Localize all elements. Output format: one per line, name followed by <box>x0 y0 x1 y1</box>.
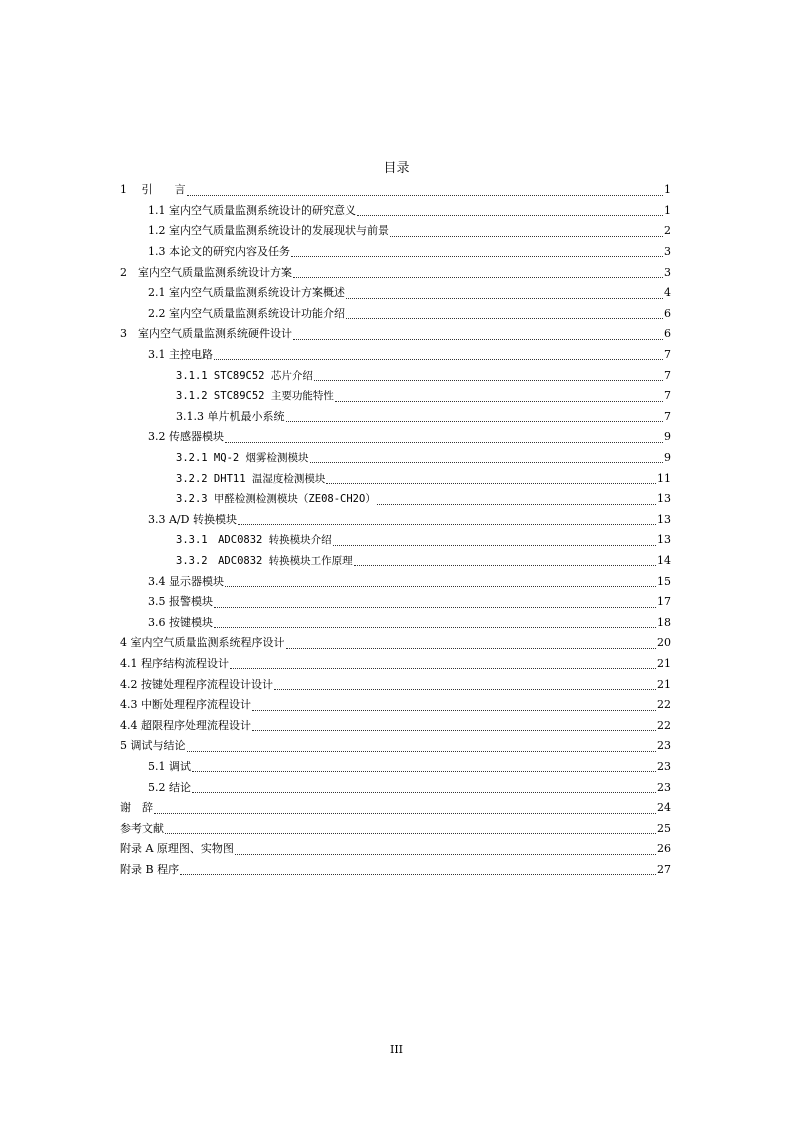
toc-entry <box>120 262 671 283</box>
toc-entry-page: 13 <box>657 512 671 526</box>
toc-entry <box>120 798 671 819</box>
toc-entry-page: 3 <box>664 265 671 279</box>
toc-entry-label: 2 室内空气质量监测系统设计方案 <box>120 265 292 279</box>
toc-entry-label: 3.5 报警模块 <box>148 595 213 609</box>
toc-entry-page: 22 <box>657 698 671 712</box>
toc-entry-page: 23 <box>657 780 671 794</box>
toc-entry-page: 20 <box>657 636 671 650</box>
toc-entry-page: 2 <box>664 224 671 238</box>
toc-entry-label: 1.1 室内空气质量监测系统设计的研究意义 <box>148 203 356 217</box>
toc-entry <box>148 283 671 304</box>
toc-leader-dots <box>291 256 663 257</box>
toc-entry-page: 13 <box>657 492 671 506</box>
toc-entry-page: 23 <box>657 739 671 753</box>
toc-entry <box>120 674 671 695</box>
toc-entry-page: 9 <box>664 430 671 444</box>
toc-entry-page: 7 <box>664 348 671 362</box>
toc-entry-label: 4.4 超限程序处理流程设计 <box>120 718 251 732</box>
toc-leader-dots <box>235 854 656 855</box>
toc-entry <box>120 180 671 201</box>
toc-leader-dots <box>187 751 657 752</box>
toc-entry-page: 7 <box>664 368 671 382</box>
toc-entry-page: 24 <box>657 801 671 815</box>
toc-entry <box>120 654 671 675</box>
toc-entry-label: 4.3 中断处理程序流程设计 <box>120 698 251 712</box>
toc-leader-dots <box>346 318 663 319</box>
toc-entry-label: 3.1 主控电路 <box>148 348 213 362</box>
toc-entry-label: 3.3 A/D 转换模块 <box>148 512 237 526</box>
toc-leader-dots <box>357 215 663 216</box>
toc-entry-page: 22 <box>657 718 671 732</box>
toc-entry-label: 3.4 显示器模块 <box>148 574 224 588</box>
toc-leader-dots <box>286 648 657 649</box>
toc-entry <box>120 819 671 840</box>
toc-leader-dots <box>214 607 656 608</box>
toc-entry-label: 附录 B 程序 <box>120 863 180 877</box>
toc-leader-dots <box>165 833 656 834</box>
toc-leader-dots <box>293 277 663 278</box>
toc-entry <box>120 633 671 654</box>
toc-leader-dots <box>314 380 663 381</box>
toc-leader-dots <box>238 524 656 525</box>
toc-entry-label: 4.1 程序结构流程设计 <box>120 657 229 671</box>
toc-entry-page: 6 <box>664 306 671 320</box>
toc-leader-dots <box>377 504 656 505</box>
toc-entry-page: 15 <box>657 574 671 588</box>
toc-entry <box>148 592 671 613</box>
toc-entry <box>148 613 671 634</box>
toc-entry <box>148 345 671 366</box>
toc-entry <box>120 695 671 716</box>
toc-entry <box>176 386 671 407</box>
toc-entry-page: 1 <box>664 183 671 197</box>
toc-leader-dots <box>390 236 663 237</box>
toc-entry <box>176 530 671 551</box>
toc-entry <box>148 221 671 242</box>
toc-entry-label: 3.2.2 DHT11 温湿度检测模块 <box>176 472 326 485</box>
toc-entry-label: 5.2 结论 <box>148 780 191 794</box>
toc-entry <box>120 860 671 881</box>
toc-entry <box>148 777 671 798</box>
toc-entry-page: 9 <box>664 451 671 465</box>
toc-entry-label: 3.6 按键模块 <box>148 615 213 629</box>
toc-leader-dots <box>180 874 656 875</box>
toc-entry-label: 参考文献 <box>120 821 164 835</box>
toc-entry-label: 3.1.3 单片机最小系统 <box>176 409 285 423</box>
toc-entry-label: 附录 A 原理图、实物图 <box>120 842 234 856</box>
toc-entry-label: 3.2 传感器模块 <box>148 430 224 444</box>
toc-leader-dots <box>252 710 656 711</box>
page-number: III <box>389 1043 404 1056</box>
toc-entry-label: 2.1 室内空气质量监测系统设计方案概述 <box>148 286 345 300</box>
toc-entry <box>148 201 671 222</box>
toc-leader-dots <box>192 771 656 772</box>
toc-leader-dots <box>187 195 664 196</box>
toc-entry-label: 1.3 本论文的研究内容及任务 <box>148 245 290 259</box>
toc-leader-dots <box>225 586 656 587</box>
toc-entry-page: 13 <box>657 533 671 547</box>
toc-leader-dots <box>214 359 663 360</box>
toc-leader-dots <box>335 401 663 402</box>
toc-entry-label: 4 室内空气质量监测系统程序设计 <box>120 636 285 650</box>
toc-leader-dots <box>354 565 656 566</box>
toc-entry <box>176 489 671 510</box>
toc-entry-page: 3 <box>664 245 671 259</box>
toc-entry-page: 18 <box>657 615 671 629</box>
toc-leader-dots <box>154 813 656 814</box>
toc-entry <box>148 427 671 448</box>
toc-entry-page: 25 <box>657 821 671 835</box>
toc-entry-page: 27 <box>657 863 671 877</box>
toc-entry <box>176 468 671 489</box>
toc-entry-page: 14 <box>657 554 671 568</box>
toc-entry-label: 3.1.1 STC89C52 芯片介绍 <box>176 369 313 382</box>
toc-entry <box>148 242 671 263</box>
toc-entry <box>176 407 671 428</box>
toc-entry-label: 3.1.2 STC89C52 主要功能特性 <box>176 390 334 403</box>
toc-leader-dots <box>225 442 663 443</box>
toc-leader-dots <box>326 483 656 484</box>
toc-entry <box>120 716 671 737</box>
toc-entry-page: 7 <box>664 409 671 423</box>
toc-entry-page: 6 <box>664 327 671 341</box>
toc-entry <box>120 324 671 345</box>
toc-entry-page: 17 <box>657 595 671 609</box>
toc-leader-dots <box>252 730 656 731</box>
toc-entry <box>120 839 671 860</box>
toc-entry <box>176 365 671 386</box>
toc-leader-dots <box>293 339 663 340</box>
toc-entry <box>176 551 671 572</box>
toc-entry <box>148 304 671 325</box>
toc-entry-label: 1.2 室内空气质量监测系统设计的发展现状与前景 <box>148 224 389 238</box>
toc-entry <box>176 448 671 469</box>
toc-entry-label: 3.2.1 MQ-2 烟雾检测模块 <box>176 452 309 465</box>
page-title: 目录 <box>383 161 410 176</box>
toc-entry-page: 23 <box>657 760 671 774</box>
toc-entry <box>148 571 671 592</box>
toc-entry-label: 3.3.1 ADC0832 转换模块介绍 <box>176 534 332 547</box>
toc-entry-page: 21 <box>657 677 671 691</box>
toc-leader-dots <box>230 668 656 669</box>
toc-entry <box>148 757 671 778</box>
toc-leader-dots <box>346 298 663 299</box>
toc-entry-label: 3.2.3 甲醛检测检测模块（ZE08-CH2O） <box>176 493 376 506</box>
toc-entry <box>148 510 671 531</box>
toc-entry-label: 4.2 按键处理程序流程设计设计 <box>120 677 273 691</box>
toc-leader-dots <box>274 689 656 690</box>
toc-entry-page: 26 <box>657 842 671 856</box>
toc-entry-label: 2.2 室内空气质量监测系统设计功能介绍 <box>148 306 345 320</box>
toc-leader-dots <box>214 627 656 628</box>
toc-leader-dots <box>286 421 664 422</box>
toc-entry-label: 3 室内空气质量监测系统硬件设计 <box>120 327 292 341</box>
toc-entry-label: 1 引 言 <box>120 183 186 197</box>
toc-leader-dots <box>333 545 656 546</box>
toc-entry-page: 7 <box>664 389 671 403</box>
toc-entry-label: 5 调试与结论 <box>120 739 186 753</box>
toc-leader-dots <box>192 792 656 793</box>
toc-leader-dots <box>310 462 663 463</box>
toc-entry <box>120 736 671 757</box>
toc-entry-page: 11 <box>657 471 671 485</box>
toc-entry-label: 3.3.2 ADC0832 转换模块工作原理 <box>176 555 353 568</box>
toc-entry-label: 5.1 调试 <box>148 760 191 774</box>
toc-entry-page: 1 <box>664 203 671 217</box>
toc-entry-page: 4 <box>664 286 671 300</box>
toc-entry-page: 21 <box>657 657 671 671</box>
toc-entry-label: 谢 辞 <box>120 801 153 815</box>
